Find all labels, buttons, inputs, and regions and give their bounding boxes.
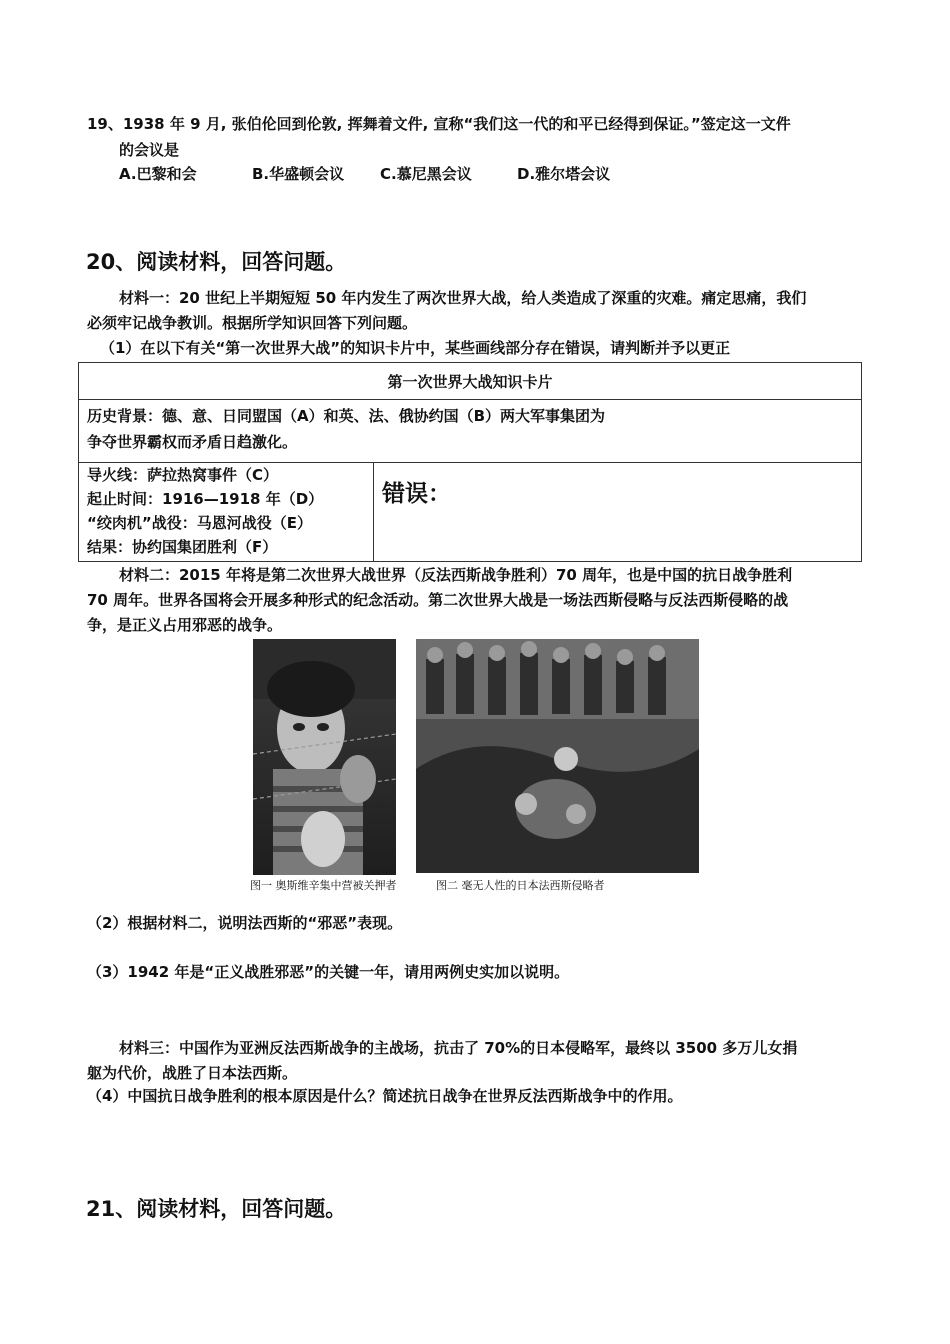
knowledge-card-table <box>78 362 862 562</box>
q20-subquestion-4: （4）中国抗日战争胜利的根本原因是什么？简述抗日战争在世界反法西斯战争中的作用。 <box>87 1087 683 1105</box>
card-title: 第一次世界大战知识卡片 <box>79 363 862 400</box>
card-fact-time: 起止时间：1916—1918 年（D） <box>87 490 324 508</box>
card-fact-battle: “绞肉机”战役：马恩河战役（E） <box>87 514 312 532</box>
q19-option-a: A.巴黎和会 <box>119 165 197 183</box>
q20-material3-line2: 躯为代价，战胜了日本法西斯。 <box>87 1064 298 1082</box>
q19-option-b: B.华盛顿会议 <box>252 165 345 183</box>
photo1-caption: 图一 奥斯维辛集中营被关押者 <box>250 879 397 892</box>
card-fact-result: 结果：协约国集团胜利（F） <box>87 538 278 556</box>
q20-subquestion-3: （3）1942 年是“正义战胜邪恶”的关键一年，请用两例史实加以说明。 <box>87 963 570 981</box>
q20-material2-line1: 材料二：2015 年将是第二次世界大战世界（反法西斯战争胜利）70 周年，也是中国的抗日战争胜利 <box>119 566 793 584</box>
photo2-caption: 图二 毫无人性的日本法西斯侵略者 <box>436 879 605 892</box>
aggressors-photo-illustration <box>416 639 699 873</box>
card-error-cell[interactable] <box>374 463 862 562</box>
card-error-label: 错误： <box>382 481 451 507</box>
card-fact-fuse: 导火线：萨拉热窝事件（C） <box>87 466 279 484</box>
card-background <box>79 400 862 463</box>
q20-material1-line2: 必须牢记战争教训。根据所学知识回答下列问题。 <box>87 314 418 332</box>
q20-subquestion-2: （2）根据材料二，说明法西斯的“邪恶”表现。 <box>87 914 403 932</box>
q21-heading: 21、阅读材料，回答问题。 <box>86 1197 347 1221</box>
q19-option-d: D.雅尔塔会议 <box>517 165 611 183</box>
auschwitz-photo-illustration <box>253 639 396 875</box>
q19-stem-line2: 的会议是 <box>119 141 180 159</box>
q20-heading: 20、阅读材料，回答问题。 <box>86 250 347 274</box>
q20-material2-line3: 争，是正义占用邪恶的战争。 <box>87 616 283 634</box>
card-background-line1: 历史背景：德、意、日同盟国（A）和英、法、俄协约国（B）两大军事集团为 <box>87 407 606 425</box>
auschwitz-prisoners-photo <box>253 639 396 875</box>
q19-option-c: C.慕尼黑会议 <box>380 165 472 183</box>
q20-material2-line2: 70 周年。世界各国将会开展多种形式的纪念活动。第二次世界大战是一场法西斯侵略与反法西斯侵略的战 <box>87 591 789 609</box>
q20-subquestion-1: （1）在以下有关“第一次世界大战”的知识卡片中，某些画线部分存在错误，请判断并予以更正 <box>100 339 731 357</box>
q20-material3-line1: 材料三：中国作为亚洲反法西斯战争的主战场，抗击了 70%的日本侵略军，最终以 3500 多万儿女捐 <box>119 1039 798 1057</box>
q19-stem-line1: 19、1938 年 9 月, 张伯伦回到伦敦, 挥舞着文件, 宣称“我们这一代的和平已经得到保证。”签定这一文件 <box>87 115 791 133</box>
card-facts-cell <box>79 463 374 562</box>
card-background-line2: 争夺世界霸权而矛盾日趋激化。 <box>87 433 298 451</box>
japanese-aggressors-photo <box>416 639 699 873</box>
q20-material1-line1: 材料一：20 世纪上半期短短 50 年内发生了两次世界大战，给人类造成了深重的灾难。痛定思痛，我们 <box>119 289 807 307</box>
